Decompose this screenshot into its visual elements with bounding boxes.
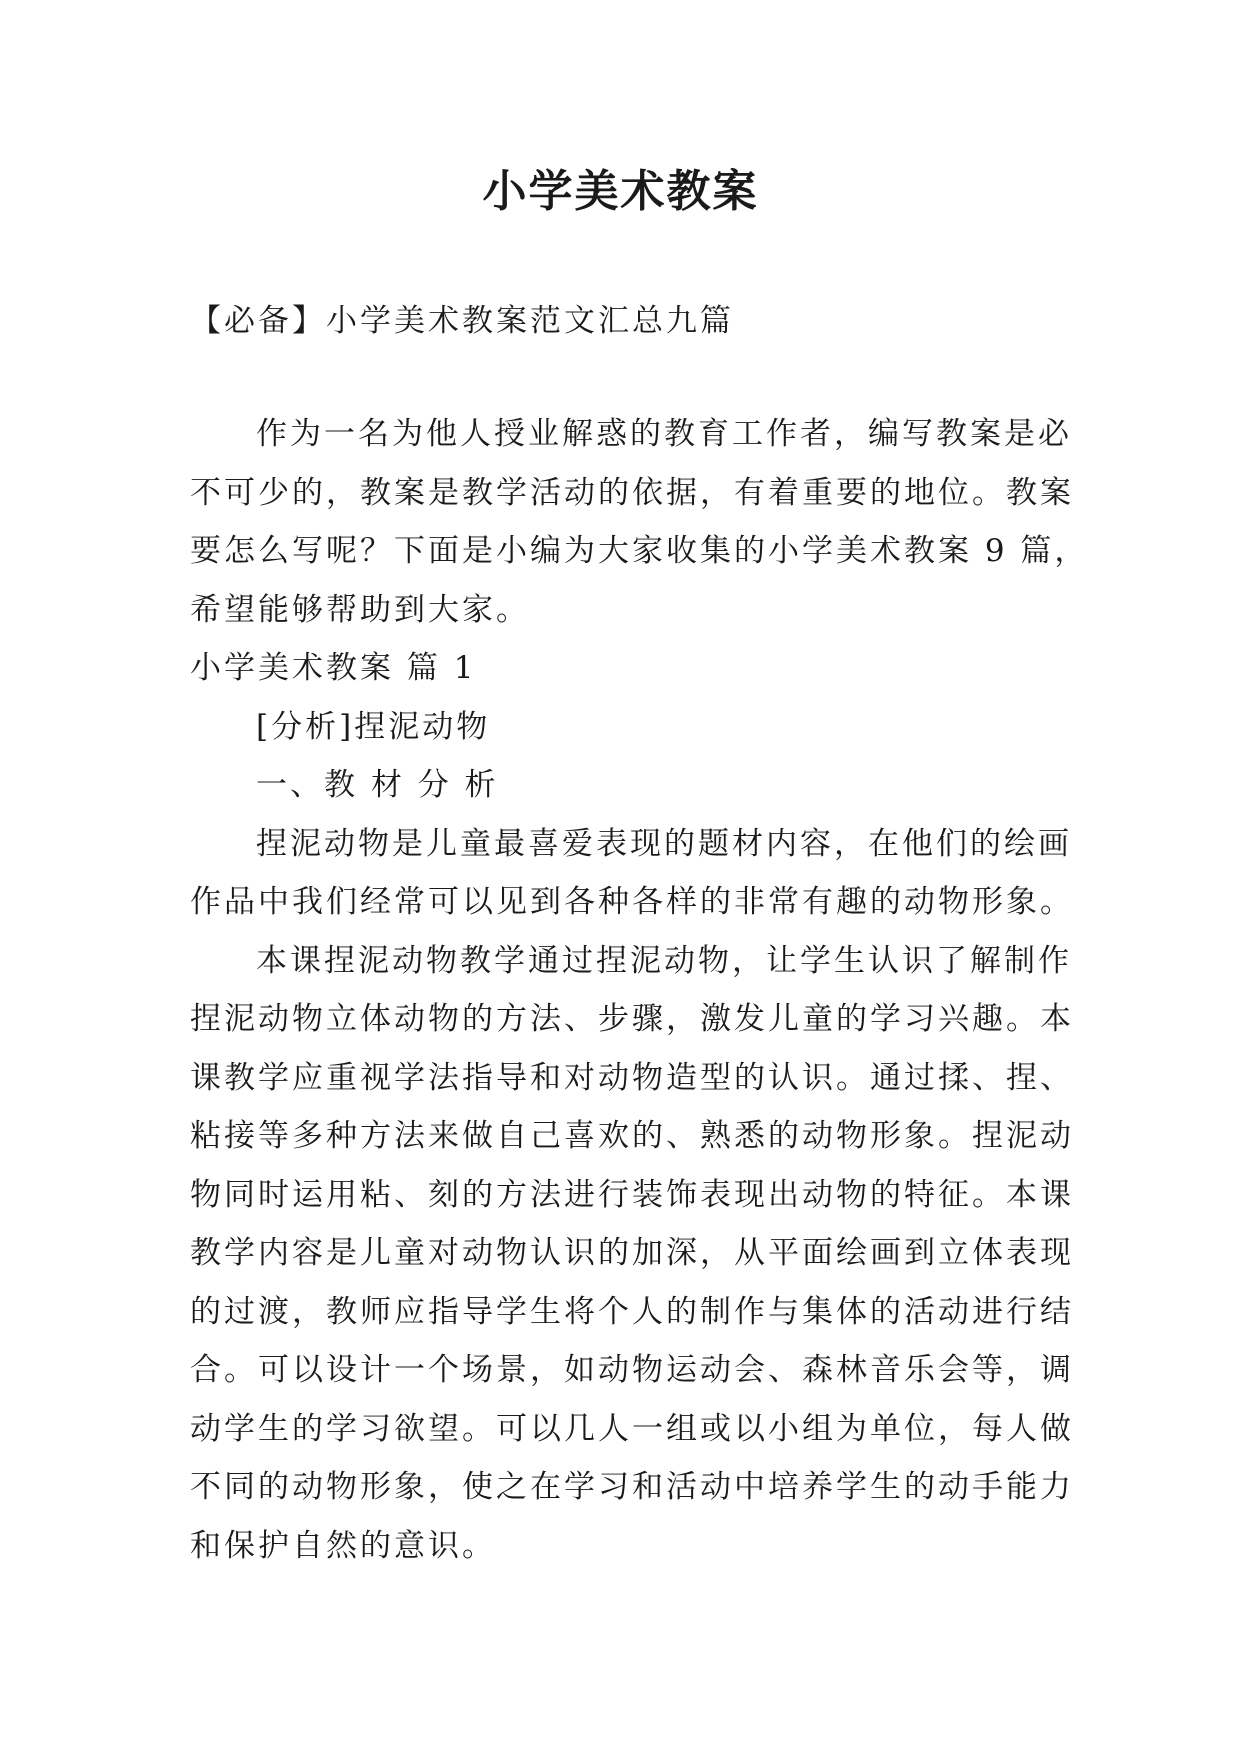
text-line: 不可少的，教案是教学活动的依据，有着重要的地位。教案: [190, 474, 1074, 511]
text-line: 一、教 材 分 析: [256, 767, 499, 803]
text-line: [分析]捏泥动物: [256, 708, 491, 745]
text-line: 要怎么写呢？下面是小编为大家收集的小学美术教案 9 篇，: [190, 533, 1089, 569]
text-line: 教学内容是儿童对动物认识的加深，从平面绘画到立体表现: [190, 1235, 1074, 1271]
text-line: 动学生的学习欲望。可以几人一组或以小组为单位，每人做: [190, 1410, 1074, 1447]
text-line: 小学美术教案 篇 1: [190, 650, 477, 686]
text-line: 本课捏泥动物教学通过捏泥动物，让学生认识了解制作: [256, 942, 1072, 979]
text-line: 课教学应重视学法指导和对动物造型的认识。通过揉、捏、: [190, 1059, 1074, 1096]
text-line: 希望能够帮助到大家。: [190, 591, 530, 628]
text-line: 不同的动物形象，使之在学习和活动中培养学生的动手能力: [190, 1469, 1074, 1505]
text-line: 粘接等多种方法来做自己喜欢的、熟悉的动物形象。捏泥动: [190, 1118, 1074, 1154]
text-line: 和保护自然的意识。: [190, 1527, 496, 1564]
text-line: 作品中我们经常可以见到各种各样的非常有趣的动物形象。: [190, 884, 1074, 920]
text-line: 捏泥动物是儿童最喜爱表现的题材内容，在他们的绘画: [256, 825, 1072, 862]
document-title: 小学美术教案: [482, 166, 759, 217]
document-body: [190, 405, 1089, 1575]
text-line: 的过渡，教师应指导学生将个人的制作与集体的活动进行结: [190, 1293, 1074, 1330]
document-subtitle: 【必备】小学美术教案范文汇总九篇: [190, 303, 734, 339]
text-line: 合。可以设计一个场景，如动物运动会、森林音乐会等，调: [190, 1352, 1074, 1388]
text-line: 物同时运用粘、刻的方法进行装饰表现出动物的特征。本课: [190, 1176, 1074, 1213]
text-line: 作为一名为他人授业解惑的教育工作者，编写教案是必: [256, 416, 1072, 452]
text-line: 捏泥动物立体动物的方法、步骤，激发儿童的学习兴趣。本: [190, 1001, 1074, 1037]
